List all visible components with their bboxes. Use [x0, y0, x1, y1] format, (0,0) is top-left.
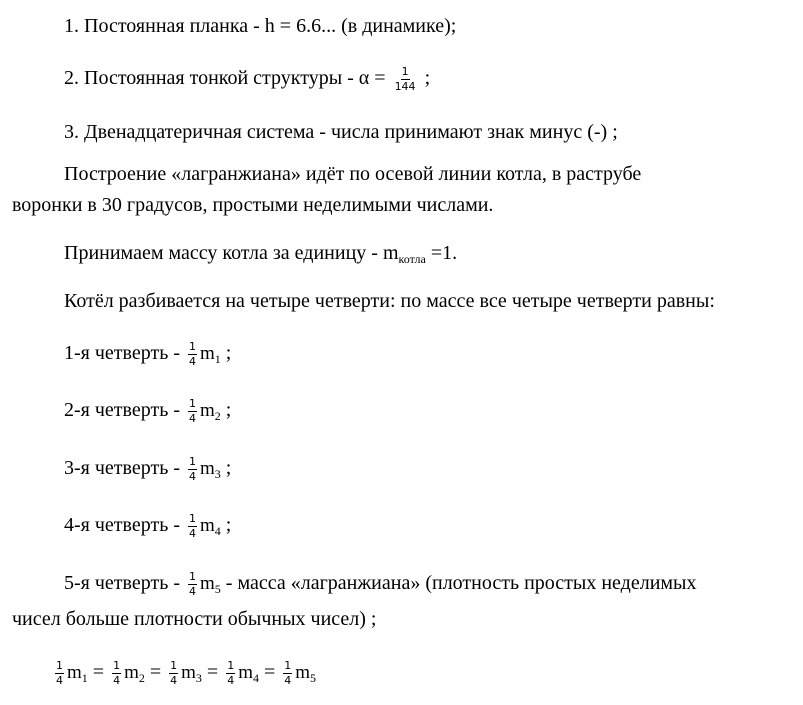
fraction-numerator: 1	[189, 397, 196, 410]
line-lagrangian-construction-2: воронки в 30 градусов, простыми неделимыми числами.	[12, 194, 494, 216]
fraction-denominator: 4	[189, 527, 196, 540]
fraction-denominator: 4	[189, 355, 196, 368]
fraction-denominator: 4	[56, 674, 63, 687]
mass-symbol: m	[200, 400, 215, 422]
equation-term	[52, 659, 110, 687]
quarter-tail: ;	[220, 457, 232, 480]
line-duodecimal-system: 3. Двенадцатеричная система - числа принимают знак минус (-) ;	[64, 121, 618, 143]
line-four-quarters: Котёл разбивается на четыре четверти: по массе все четыре четверти равны:	[64, 290, 715, 312]
quarter-label: 3-я четверть -	[64, 457, 185, 480]
quarter-line-lagrangian	[64, 571, 697, 598]
equation-term	[280, 659, 317, 687]
line-lagrangian-construction-1: Построение «лагранжиана» идёт по осевой линии котла, в раструбе	[64, 163, 642, 185]
mass-symbol: m	[124, 662, 139, 684]
fraction-denominator: 4	[113, 674, 121, 687]
mass-subscript: 2	[138, 671, 145, 686]
fine-structure-tail: ;	[419, 67, 431, 90]
mass-subscript: 5	[214, 582, 221, 597]
quarter-label: 1-я четверть -	[64, 342, 185, 365]
quarter-label: 4-я четверть -	[64, 514, 185, 537]
mass-subscript: 3	[195, 671, 202, 686]
fraction-numerator: 1	[113, 659, 121, 672]
mass-symbol: m	[200, 343, 215, 365]
quarter-line	[64, 513, 231, 540]
mass-symbol: m	[200, 515, 215, 537]
mass-subscript: 3	[214, 467, 221, 482]
line-planck-constant: 1. Постоянная планка - h = 6.6... (в динамике);	[64, 15, 457, 37]
quarter-line	[64, 341, 231, 368]
fraction-numerator: 1	[189, 570, 196, 583]
mass-subscript: 5	[310, 671, 317, 686]
equation-term	[109, 659, 167, 687]
fraction-denominator: 4	[227, 674, 235, 687]
term-fraction	[169, 660, 178, 687]
mass-subscript: 2	[214, 409, 221, 424]
fraction-numerator: 1	[170, 659, 178, 672]
quarter-label: 2-я четверть -	[64, 399, 185, 422]
equals-sign: =	[258, 661, 281, 684]
equals-sign: =	[144, 661, 167, 684]
boiler-mass-subscript: котла	[398, 252, 426, 266]
quarter-tail: ;	[220, 342, 232, 365]
equation-term	[166, 659, 224, 687]
term-fraction	[283, 660, 292, 687]
fraction-denominator: 4	[189, 470, 196, 483]
quarter-fraction	[188, 456, 197, 483]
term-fraction	[226, 660, 235, 687]
fraction-numerator: 1	[189, 512, 196, 525]
boiler-mass-text: Принимаем массу котла за единицу - m	[64, 242, 399, 264]
mass-symbol: m	[238, 662, 253, 684]
mass-subscript: 4	[252, 671, 259, 686]
fraction-numerator: 1	[189, 455, 196, 468]
quarter-tail: - масса «лагранжиана» (плотность простых неделимых	[220, 572, 697, 595]
mass-symbol: m	[200, 458, 215, 480]
quarter-fraction	[188, 571, 197, 598]
quarter-label: 5-я четверть -	[64, 572, 185, 595]
mass-symbol: m	[67, 662, 82, 684]
line-boiler-mass	[64, 241, 457, 267]
term-fraction	[55, 660, 64, 687]
quarter-tail: ;	[220, 399, 232, 422]
fraction-denominator: 144	[394, 80, 416, 93]
fraction-one-144	[394, 66, 417, 93]
mass-symbol: m	[295, 662, 311, 684]
term-fraction	[112, 660, 121, 687]
mass-symbol: m	[200, 573, 215, 595]
mass-symbol: m	[181, 662, 196, 684]
quarter-fraction	[188, 398, 197, 425]
equation-line	[52, 660, 316, 687]
fine-structure-text: 2. Постоянная тонкой структуры - α =	[64, 67, 391, 90]
mass-subscript: 1	[214, 352, 221, 367]
quarter-fraction	[188, 513, 197, 540]
equals-sign: =	[201, 661, 224, 684]
fraction-denominator: 4	[189, 412, 196, 425]
quarter-line	[64, 398, 231, 425]
quarter-tail: ;	[220, 514, 232, 537]
fraction-denominator: 4	[189, 585, 196, 598]
boiler-mass-tail: =1.	[425, 242, 458, 264]
fraction-numerator: 1	[401, 65, 409, 78]
fraction-numerator: 1	[227, 659, 235, 672]
fraction-numerator: 1	[284, 659, 292, 672]
quarter-line	[64, 456, 231, 483]
line-fine-structure-constant	[64, 66, 430, 93]
mass-subscript: 4	[214, 524, 221, 539]
quarter-fraction	[188, 341, 197, 368]
fraction-numerator: 1	[189, 340, 196, 353]
fraction-numerator: 1	[56, 659, 63, 672]
fraction-denominator: 4	[170, 674, 178, 687]
equals-sign: =	[87, 661, 110, 684]
mass-subscript: 1	[81, 671, 88, 686]
fraction-denominator: 4	[284, 674, 292, 687]
line-prime-density: чисел больше плотности обычных чисел) ;	[12, 608, 377, 630]
equation-term	[223, 659, 281, 687]
